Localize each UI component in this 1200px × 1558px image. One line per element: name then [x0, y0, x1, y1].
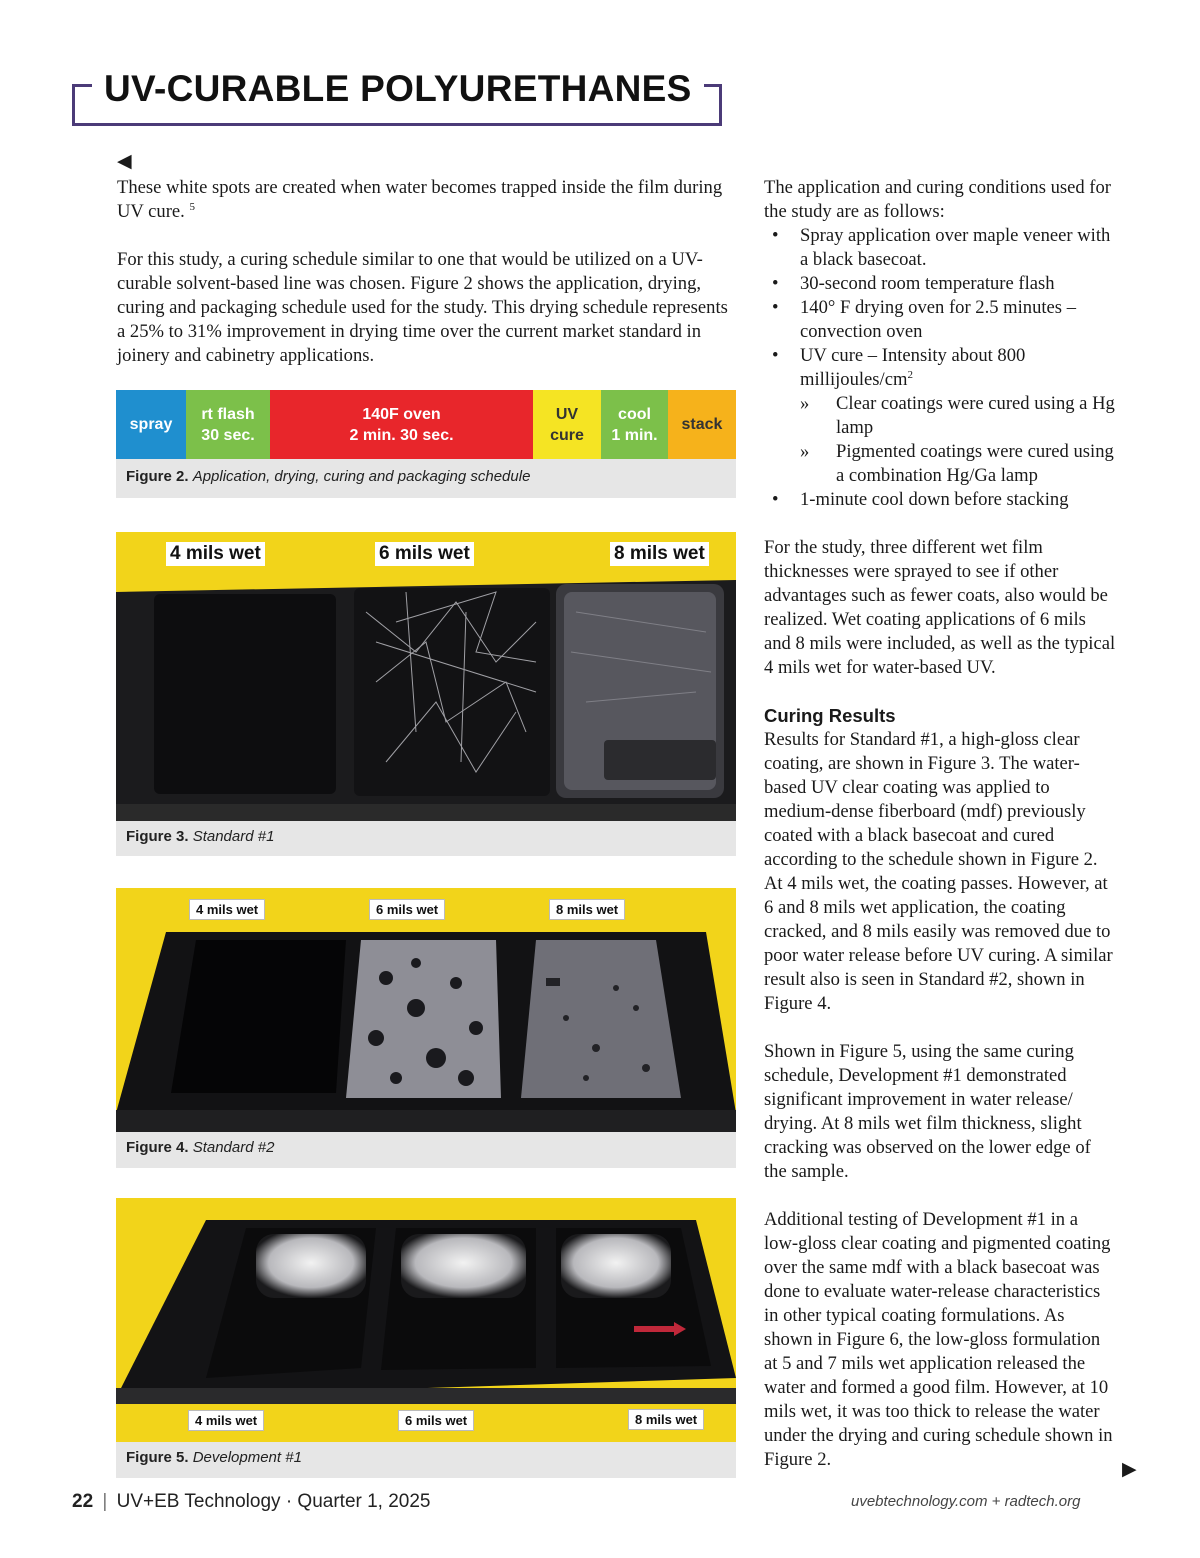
figure-3-photo: [116, 532, 736, 821]
header-frame-tick-right: [702, 84, 722, 87]
figure-3-label-6-mils: 6 mils wet: [375, 542, 474, 566]
page-number: 22: [72, 1491, 94, 1512]
figure-2-caption: Figure 2. Application, drying, curing and packaging schedule: [126, 468, 531, 485]
schedule-segment-duration: 30 sec.: [201, 426, 255, 444]
figure-4-label-4-mils: 4 mils wet: [189, 899, 265, 920]
previous-page-arrow-icon[interactable]: ◀: [117, 150, 132, 172]
section-title: UV-CURABLE POLYURETHANES: [92, 68, 704, 110]
figure-4-photo: [116, 888, 736, 1132]
list-item: • Spray application over maple veneer with a black basecoat.: [764, 224, 1116, 272]
schedule-segment-duration: 1 min.: [611, 426, 658, 444]
unit-superscript: 2: [907, 368, 913, 381]
schedule-segment-duration: cure: [550, 426, 584, 444]
schedule-segment: [601, 390, 668, 459]
schedule-bar: [116, 390, 736, 459]
paragraph-curing-schedule: For this study, a curing schedule similar to one that would be utilized on a UV-curable solvent-based line was chosen. Figure 2 shows the application, drying, curing and packaging schedule used for the study. This drying schedule represents a 25% to 31% improvement in drying time over the current market standard in joinery and cabinetry applications.: [117, 249, 728, 366]
reference-superscript: 5: [189, 200, 195, 213]
paragraph-white-spots: These white spots are created when water becomes trapped inside the film during UV cure. $^5$: [117, 177, 723, 222]
header-frame-tick-left: [72, 84, 92, 87]
figure-5-photo: [116, 1198, 736, 1442]
left-column: [117, 176, 739, 392]
list-item: • 140° F drying oven for 2.5 minutes – convection oven: [764, 296, 1116, 344]
figure-5-label-8-mils: 8 mils wet: [628, 1409, 704, 1430]
figure-3-caption: Figure 3. Standard #1: [126, 828, 275, 845]
right-column: [764, 176, 1116, 1496]
schedule-segment-label: 140F oven: [362, 405, 441, 423]
schedule-segment-label: rt flash: [201, 405, 255, 423]
figure-4-label-8-mils: 8 mils wet: [549, 899, 625, 920]
paragraph-additional-testing: Additional testing of Development #1 in a low-gloss clear coating and pigmented coating over the same mdf with a black basecoat was done to evaluate water-release characteristics in other typical coating formulations. As shown in Figure 6, the low-gloss formulation at 5 and 7 mils wet application released the water and formed a good film. However, at 10 mils wet, it was too thick to release the water under the drying and curing schedule shown in Figure 2.: [764, 1209, 1113, 1470]
footer-publication: [72, 1491, 431, 1513]
lamp-sub-list: [800, 392, 1116, 488]
schedule-segment-label: stack: [681, 416, 723, 433]
figure-5-label-4-mils: 4 mils wet: [188, 1410, 264, 1431]
curing-results-heading: Curing Results: [764, 705, 896, 726]
figure-2-schedule: [116, 390, 736, 498]
figure-5-caption: Figure 5. Development #1: [126, 1449, 302, 1466]
figure-5: [116, 1198, 736, 1478]
figure-5-label-6-mils: 6 mils wet: [398, 1410, 474, 1431]
schedule-segment: [270, 390, 533, 459]
footer-separator: |: [102, 1491, 108, 1512]
list-item: • 30-second room temperature flash: [764, 272, 1116, 296]
figure-4-label-6-mils: 6 mils wet: [369, 899, 445, 920]
paragraph-results: Results for Standard #1, a high-gloss clear coating, are shown in Figure 3. The water-based UV clear coating was applied to medium-dense fiberboard (mdf) previously coated with a black basecoat and cured according to the schedule shown in Figure 2. At 4 mils wet, the coating passes. However, at 6 and 8 mils wet application, the coating cracked, and 8 mils easily was removed due to poor water release before UV curing. A similar result also is seen in Standard #2, shown in Figure 4.: [764, 729, 1113, 1014]
figure-4-caption: Figure 4. Standard #2: [126, 1139, 275, 1156]
paragraph-film-thickness: For the study, three different wet film thicknesses were sprayed to see if other advantages such as fewer coats, also would be realized. Wet coating applications of 6 mils and 8 mils were included, as well as the typical 4 mils wet for water-based UV.: [764, 537, 1116, 678]
schedule-segment-duration: 2 min. 30 sec.: [349, 426, 454, 444]
schedule-segment: [533, 390, 601, 459]
schedule-segment-label: UV: [555, 405, 579, 423]
next-page-arrow-icon[interactable]: ▶: [1122, 1458, 1137, 1480]
paragraph-development: Shown in Figure 5, using the same curing schedule, Development #1 demonstrated significant improvement in water release/ drying. At 8 mils wet film thickness, slight cracking was observed on the lower edge of the sample.: [764, 1041, 1091, 1182]
figure-3-label-8-mils: 8 mils wet: [610, 542, 709, 566]
sub-list-item: » Pigmented coatings were cured using a combination Hg/Ga lamp: [800, 440, 1116, 488]
schedule-segment: [116, 390, 186, 459]
list-item: • UV cure – Intensity about 800 millijoules/$cm^2$ » Clear coatings were cured using a Hg lamp » Pigmented coatings were cured using a combination Hg/Ga lamp: [764, 344, 1116, 488]
schedule-segment-label: cool: [618, 405, 651, 423]
figure-3-label-4-mils: 4 mils wet: [166, 542, 265, 566]
footer-urls[interactable]: uvebtechnology.com + radtech.org: [851, 1493, 1081, 1510]
figure-4: [116, 888, 736, 1168]
list-item: • 1-minute cool down before stacking: [764, 488, 1116, 512]
conditions-list: [764, 224, 1116, 512]
schedule-segment-label: spray: [129, 416, 173, 433]
schedule-segment: [186, 390, 270, 459]
sub-list-item: » Clear coatings were cured using a Hg lamp: [800, 392, 1116, 440]
paragraph-conditions-intro: The application and curing conditions used for the study are as follows:: [764, 177, 1111, 222]
schedule-segment: [668, 390, 736, 459]
publication-name: UV+EB Technology · Quarter 1, 2025: [116, 1491, 431, 1512]
figure-3: [116, 532, 736, 856]
